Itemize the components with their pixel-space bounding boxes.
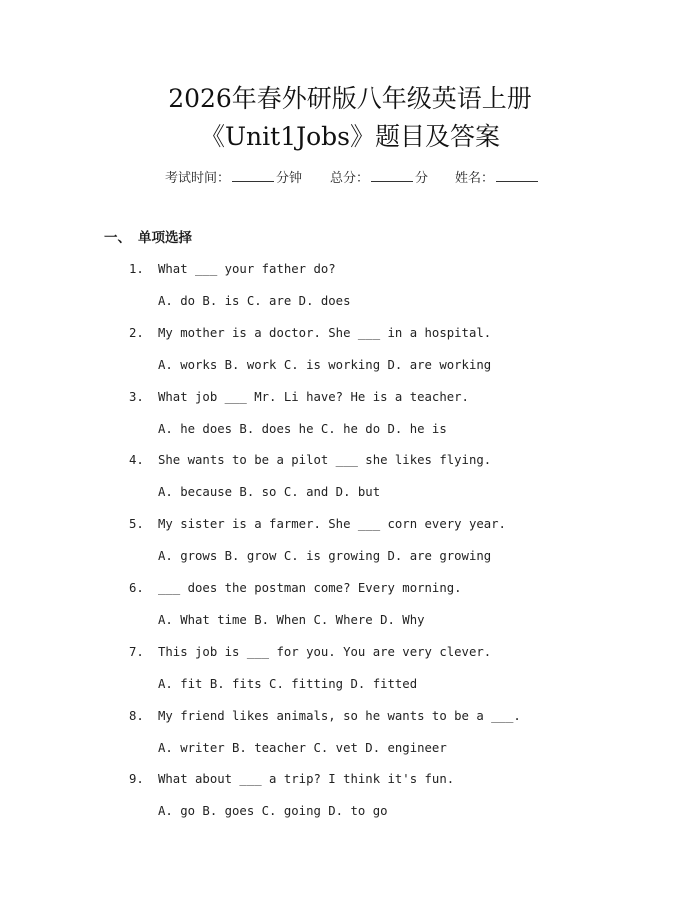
question-number: 1. [129, 262, 144, 276]
question-options: A. grows B. grow C. is growing D. are growing [158, 549, 492, 564]
question-text: What about ___ a trip? I think it's fun. [158, 772, 455, 787]
question-number: 6. [129, 580, 144, 595]
question-text: My sister is a farmer. She ___ corn every year. [158, 517, 506, 532]
total-score-field [330, 168, 428, 189]
page-title-line-1: 2026年春外研版八年级英语上册 [168, 84, 532, 113]
question-options: A. fit B. fits C. fitting D. fitted [158, 676, 418, 691]
question-text: ___ does the postman come? Every morning. [158, 580, 462, 595]
question-item [129, 323, 669, 387]
question-item [129, 578, 669, 642]
section-title: 单项选择 [138, 230, 192, 246]
question-options: A. he does B. does he C. he do D. he is [158, 421, 447, 436]
question-text: This job is ___ for you. You are very clever. [158, 644, 492, 659]
question-options: A. works B. work C. is working D. are working [158, 357, 492, 372]
question-number: 3. [129, 389, 144, 404]
question-list [129, 259, 669, 833]
question-text: What job ___ Mr. Li have? He is a teacher. [158, 389, 469, 404]
question-item [129, 706, 669, 770]
question-item [129, 259, 669, 323]
question-text: What ___ your father do? [158, 262, 336, 276]
question-number: 2. [129, 325, 144, 340]
question-number: 7. [129, 644, 144, 659]
section-heading [104, 228, 192, 248]
question-number: 4. [129, 453, 144, 468]
question-text: She wants to be a pilot ___ she likes flying. [158, 453, 492, 468]
exam-time-label: 考试时间： [165, 171, 231, 186]
total-score-unit: 分 [415, 171, 429, 186]
section-number: 一、 [104, 230, 131, 246]
total-score-label: 总分： [330, 171, 370, 186]
question-item [129, 514, 669, 578]
question-item [129, 450, 669, 514]
question-item [129, 769, 669, 833]
question-number: 8. [129, 708, 144, 723]
question-options: A. writer B. teacher C. vet D. engineer [158, 740, 447, 755]
exam-time-field [165, 168, 302, 189]
student-name-field [455, 168, 540, 189]
question-item [129, 387, 669, 451]
question-number: 9. [129, 772, 144, 787]
question-item [129, 642, 669, 706]
page-title-line-2: 《Unit1Jobs》题目及答案 [199, 122, 501, 151]
exam-meta-row [0, 168, 700, 188]
student-name-blank [496, 168, 538, 182]
exam-time-blank [232, 168, 274, 182]
question-options: A. go B. goes C. going D. to go [158, 804, 388, 819]
exam-time-unit: 分钟 [276, 171, 303, 186]
question-options: A. because B. so C. and D. but [158, 485, 381, 500]
question-text: My friend likes animals, so he wants to be a ___. [158, 708, 521, 723]
question-options: A. What time B. When C. Where D. Why [158, 612, 425, 627]
question-options: A. do B. is C. are D. does [158, 294, 351, 308]
question-text: My mother is a doctor. She ___ in a hospital. [158, 325, 492, 340]
student-name-label: 姓名： [455, 171, 495, 186]
question-number: 5. [129, 517, 144, 532]
total-score-blank [371, 168, 413, 182]
